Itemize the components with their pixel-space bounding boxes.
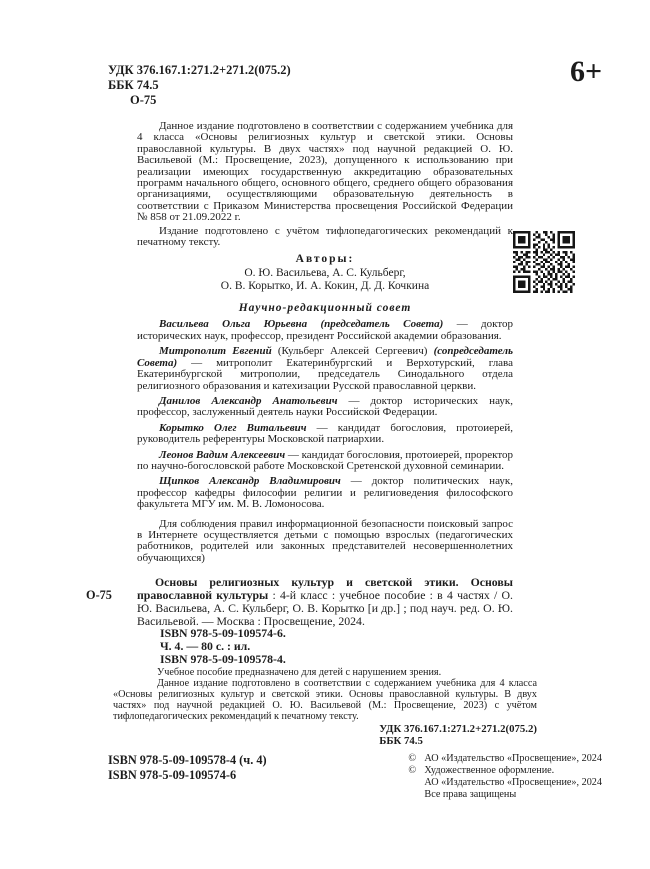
authors-line: О. В. Корытко, И. А. Кокин, Д. Д. Кочкина (220, 280, 430, 293)
catalog-title: Основы религиозных культур и светской этики. Основы православной культуры : 4-й класс : учебное пособие : в 4 частях / О. Ю. Васильева, А. С. Кульберг, О. В. Корытко [и др.] ; под науч. ред. О. Ю. Васильевой. — Москва : Просвещение, 2024. (137, 575, 513, 628)
vision-note: Учебное пособие предназначено для детей с нарушением зрения. (157, 666, 442, 678)
catalog-card (86, 575, 513, 666)
council-member (137, 476, 513, 510)
bbk-code: ББК 74.5 (108, 78, 159, 92)
bbk-code-bottom: ББК 74.5 (379, 735, 423, 748)
author-sign-code: О-75 (130, 93, 157, 107)
catalog-author-sign: О-75 (86, 588, 112, 603)
catalog-isbn-part: ISBN 978-5-09-109578-4. (160, 651, 286, 666)
member-description: — доктор политических наук, профессор кафедры философии религии и религиоведения философского факультета МГУ им. М. В. Ломоносова. (137, 475, 513, 511)
council-member (137, 396, 513, 419)
member-description: — доктор исторических наук, профессор, президент Российской академии образования. (137, 318, 513, 342)
udk-code-bottom: УДК 376.167.1:271.2+271.2(075.2) (379, 722, 537, 735)
internet-safety-paragraph: Для соблюдения правил информационной безопасности поисковый запрос в Интернете осуществляется детьми с помощью взрослых (педагогических работников, родителей или законных представителей несовершеннолетних обучающихся) (137, 517, 513, 564)
classification-codes (108, 63, 291, 108)
age-rating-badge: 6+ (570, 55, 603, 88)
member-description: — кандидат богословия, протоиерей, руководитель референтуры Московской патриархии. (137, 421, 513, 446)
copyright-block (408, 753, 602, 801)
council-member (137, 450, 513, 473)
typhlo-note-paragraph: Издание подготовлено с учётом тифлопедагогических рекомендаций к печатному тексту. (137, 224, 513, 249)
catalog-part-info: Ч. 4. — 80 с. : ил. (160, 639, 251, 654)
member-description: — доктор исторических наук, профессор, заслуженный деятель науки Российской Федерации. (137, 394, 513, 419)
member-name: Васильева Ольга Юрьевна (председатель Совета) (159, 318, 444, 331)
main-text-column (86, 120, 537, 748)
member-description: — кандидат богословия, протоиерей, проректор по научно-богословской работе Московской Сретенской духовной семинарии. (137, 448, 513, 472)
member-name: Щипков Александр Владимирович (159, 475, 341, 488)
copyright-line: © Художественное оформление. (408, 765, 555, 776)
member-description: — митрополит Екатеринбургский и Верхотурский, глава Екатеринбургской митрополии, председатель Синодального отдела религиозного образования и катехизации Русской православной церкви. (137, 356, 513, 392)
edition-annotation: Данное издание подготовлено в соответствии с содержанием учебника для 4 класса «Основы религиозных культур и светской этики. Основы православной культуры. В двух частях» под научной редакцией О. Ю. Васильевой (М.: Просвещение, 2023) с учётом тифлопедагогических рекомендаций к печатному тексту. (113, 677, 537, 722)
council-member: Митрополит Евгений (Кульберг Алексей Сергеевич) (сопредседатель Совета) — митрополит Екатеринбургский и Верхотурский, глава Екатеринбургской митрополии, председатель Синодального отдела религиозного образования и катехизации Русской православной церкви. (137, 345, 514, 392)
authors-line: О. Ю. Васильева, А. С. Кульберг, (244, 267, 406, 280)
member-name: Данилов Александр Анатольевич (159, 394, 338, 407)
edition-note-paragraph: Данное издание подготовлено в соответствии с содержанием учебника для 4 класса «Основы религиозных культур и светской этики. Основы православной культуры. В двух частях» под научной редакцией О. Ю. Васильевой (М.: Просвещение, 2023), допущенного к использованию при реализации имеющих государственную аккредитацию образовательных программ начального общего, основного общего, среднего общего образования организациями, осуществляющими образовательную деятельность в соответствии с Приказом Министерства просвещения Российской Федерации № 858 от 21.09.2022 г. (137, 120, 513, 224)
member-name: Леонов Вадим Алексеевич (159, 448, 286, 461)
member-name: Митрополит Евгений (159, 345, 272, 358)
isbn-block (108, 753, 267, 783)
isbn-line: ISBN 978-5-09-109578-4 (ч. 4) (108, 753, 267, 767)
copyright-line: АО «Издательство «Просвещение», 2024 (424, 777, 602, 788)
council-member (137, 319, 513, 342)
copyright-sign: © (408, 753, 417, 764)
copyright-sign: © (408, 765, 417, 776)
copyright-line: © АО «Издательство «Просвещение», 2024 (408, 753, 602, 764)
council-heading: Научно-редакционный совет (238, 302, 412, 315)
copyright-line: Все права защищены (424, 789, 517, 800)
isbn-line: ISBN 978-5-09-109574-6 (108, 768, 237, 782)
udk-code: УДК 376.167.1:271.2+271.2(075.2) (108, 63, 291, 77)
catalog-isbn-edition: ISBN 978-5-09-109574-6. (160, 626, 286, 641)
council-member (137, 423, 513, 446)
imprint-footer (108, 753, 602, 801)
authors-heading: Авторы: (295, 253, 355, 266)
qr-code-icon (513, 231, 575, 293)
member-name: Корытко Олег Витальевич (159, 421, 307, 434)
annotation-block (113, 667, 537, 748)
authors-block (137, 253, 513, 293)
bottom-classification-codes (379, 723, 537, 748)
